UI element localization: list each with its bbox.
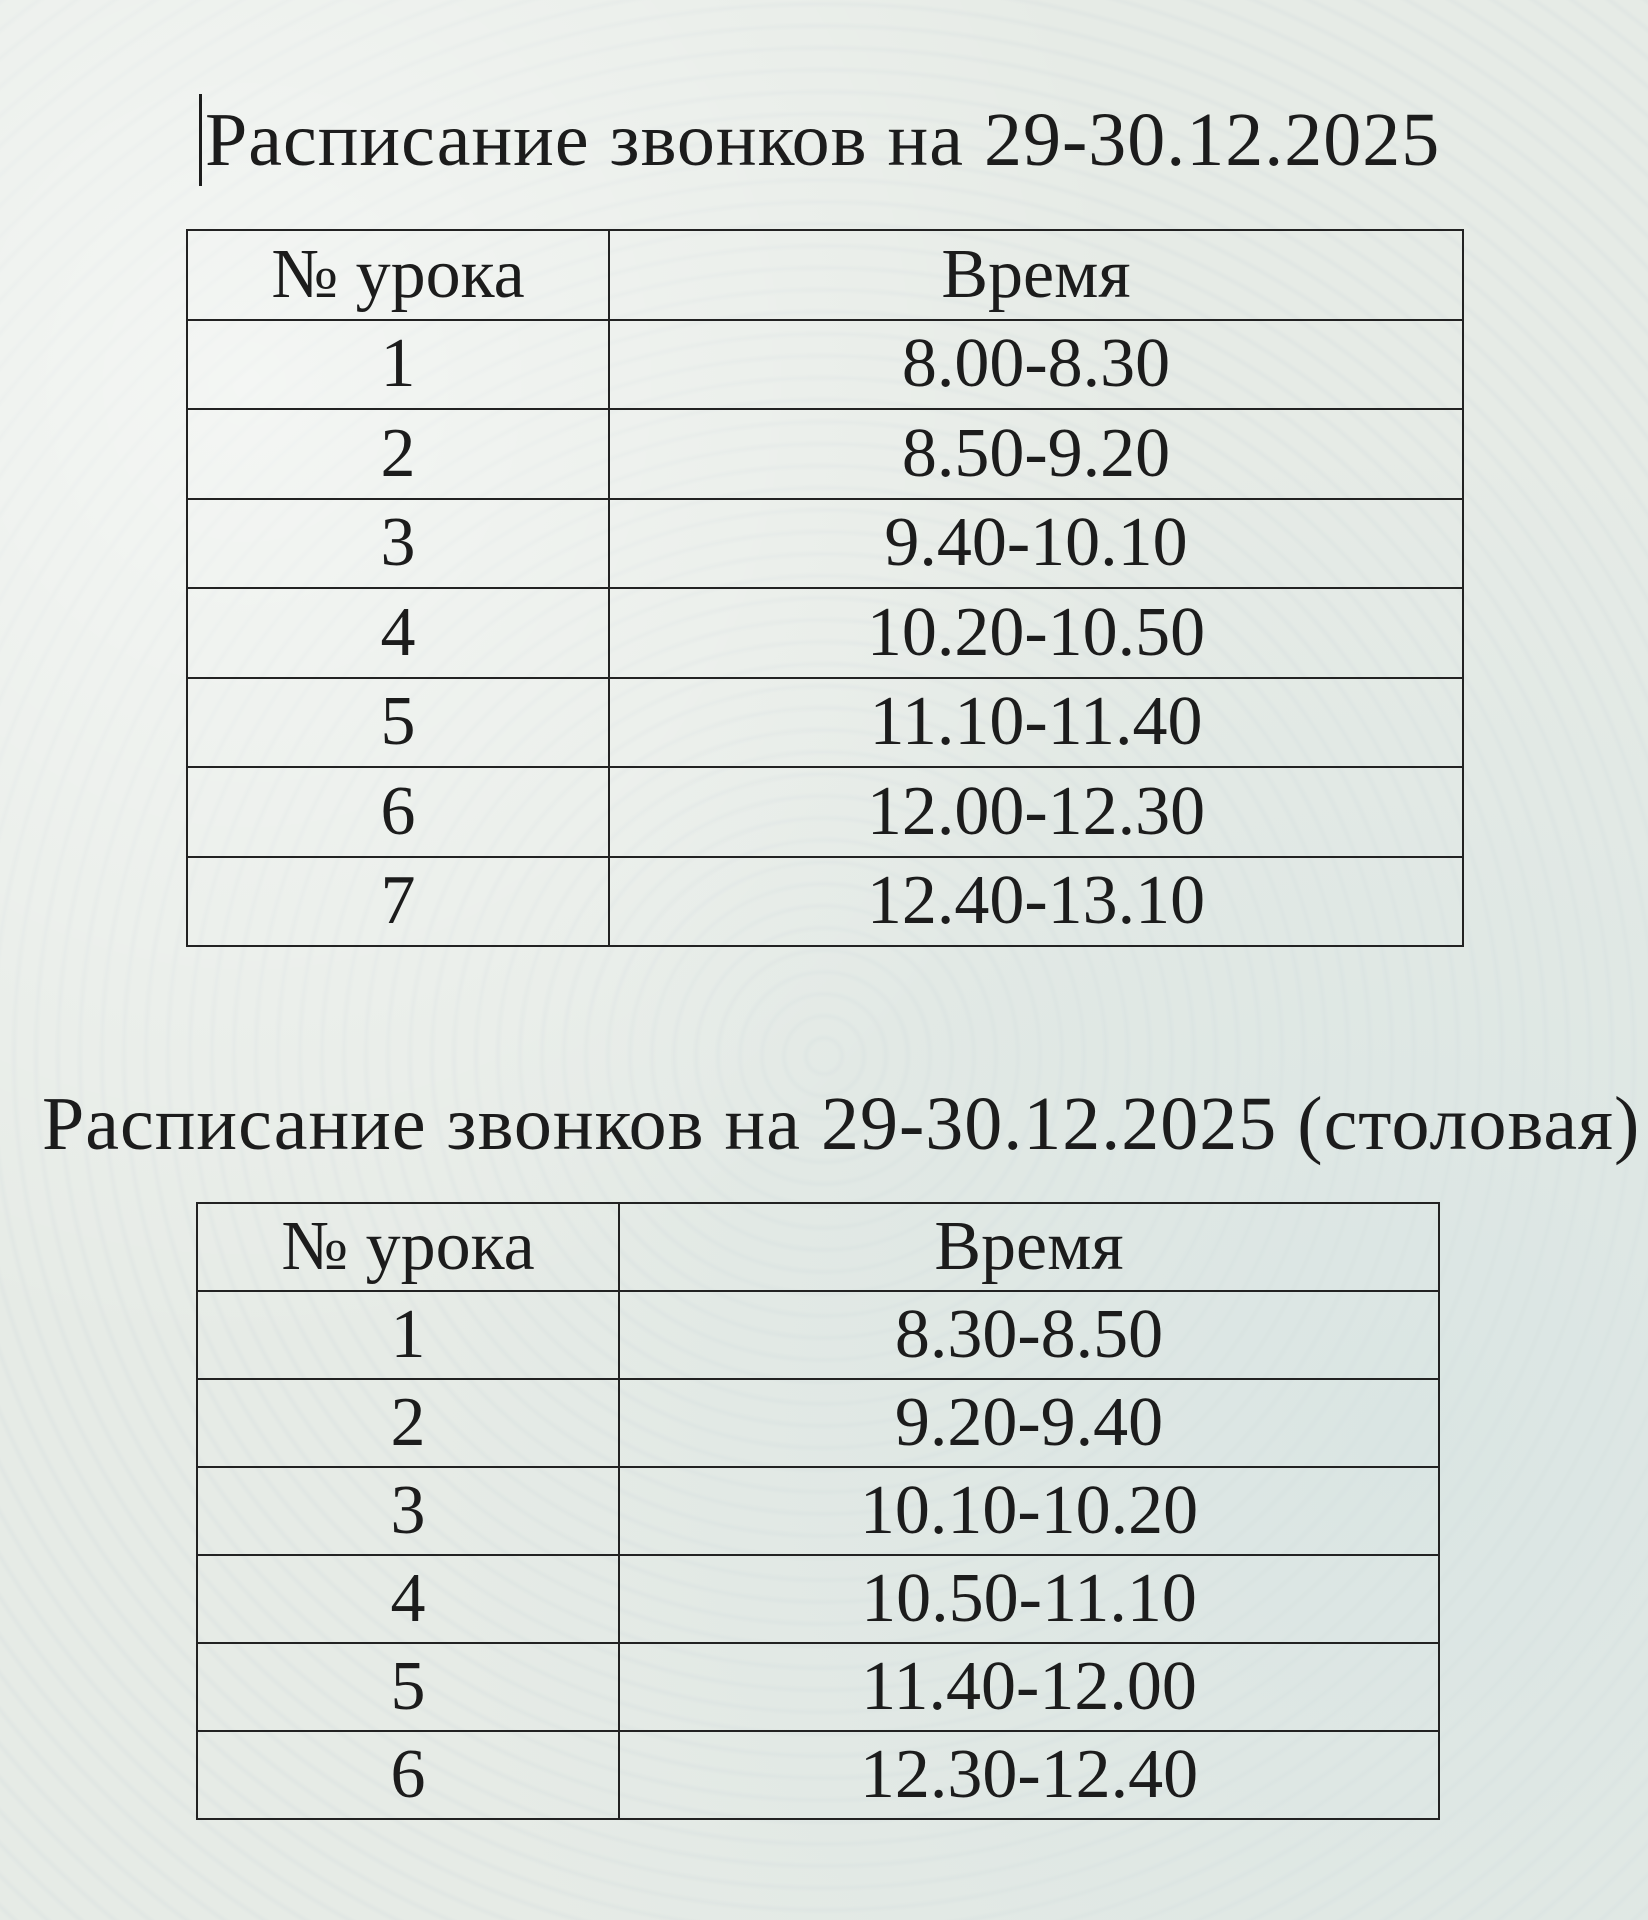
lesson-number-cell: 5 bbox=[187, 678, 609, 768]
table-row bbox=[197, 1643, 1439, 1731]
time-cell: 12.30-12.40 bbox=[619, 1731, 1439, 1819]
time-cell: 12.40-13.10 bbox=[609, 857, 1463, 947]
time-cell: 11.40-12.00 bbox=[619, 1643, 1439, 1731]
lesson-number-cell: 2 bbox=[187, 409, 609, 499]
time-cell: 10.20-10.50 bbox=[609, 588, 1463, 678]
table-header-row bbox=[187, 230, 1463, 320]
table-row bbox=[187, 499, 1463, 589]
lesson-number-cell: 6 bbox=[187, 767, 609, 857]
lesson-number-cell: 1 bbox=[197, 1291, 619, 1379]
time-cell: 11.10-11.40 bbox=[609, 678, 1463, 768]
lesson-number-cell: 7 bbox=[187, 857, 609, 947]
lesson-number-header: № урока bbox=[187, 230, 609, 320]
table-row bbox=[197, 1467, 1439, 1555]
lesson-number-header: № урока bbox=[197, 1203, 619, 1291]
table-row bbox=[187, 409, 1463, 499]
time-cell: 9.40-10.10 bbox=[609, 499, 1463, 589]
lesson-number-cell: 4 bbox=[197, 1555, 619, 1643]
table-row bbox=[187, 678, 1463, 768]
table-header-row bbox=[197, 1203, 1439, 1291]
text-cursor bbox=[199, 94, 202, 186]
table-row bbox=[187, 588, 1463, 678]
schedule-title-text: Расписание звонков на 29-30.12.2025 bbox=[205, 98, 1441, 182]
lesson-number-cell: 2 bbox=[197, 1379, 619, 1467]
table-row bbox=[197, 1555, 1439, 1643]
bell-schedule-table bbox=[186, 229, 1464, 947]
cafeteria-schedule-table bbox=[196, 1202, 1440, 1820]
lesson-number-cell: 4 bbox=[187, 588, 609, 678]
schedule-title bbox=[205, 98, 1441, 182]
time-cell: 10.10-10.20 bbox=[619, 1467, 1439, 1555]
cafeteria-schedule-title: Расписание звонков на 29-30.12.2025 (столовая) bbox=[42, 1082, 1641, 1166]
lesson-number-cell: 3 bbox=[197, 1467, 619, 1555]
table-row bbox=[187, 857, 1463, 947]
time-cell: 8.30-8.50 bbox=[619, 1291, 1439, 1379]
time-cell: 8.50-9.20 bbox=[609, 409, 1463, 499]
time-header: Время bbox=[619, 1203, 1439, 1291]
table-row bbox=[187, 767, 1463, 857]
table-row bbox=[187, 320, 1463, 410]
table-row bbox=[197, 1379, 1439, 1467]
time-cell: 12.00-12.30 bbox=[609, 767, 1463, 857]
time-header: Время bbox=[609, 230, 1463, 320]
table-row bbox=[197, 1731, 1439, 1819]
time-cell: 10.50-11.10 bbox=[619, 1555, 1439, 1643]
time-cell: 8.00-8.30 bbox=[609, 320, 1463, 410]
lesson-number-cell: 3 bbox=[187, 499, 609, 589]
lesson-number-cell: 6 bbox=[197, 1731, 619, 1819]
lesson-number-cell: 1 bbox=[187, 320, 609, 410]
table-row bbox=[197, 1291, 1439, 1379]
lesson-number-cell: 5 bbox=[197, 1643, 619, 1731]
time-cell: 9.20-9.40 bbox=[619, 1379, 1439, 1467]
